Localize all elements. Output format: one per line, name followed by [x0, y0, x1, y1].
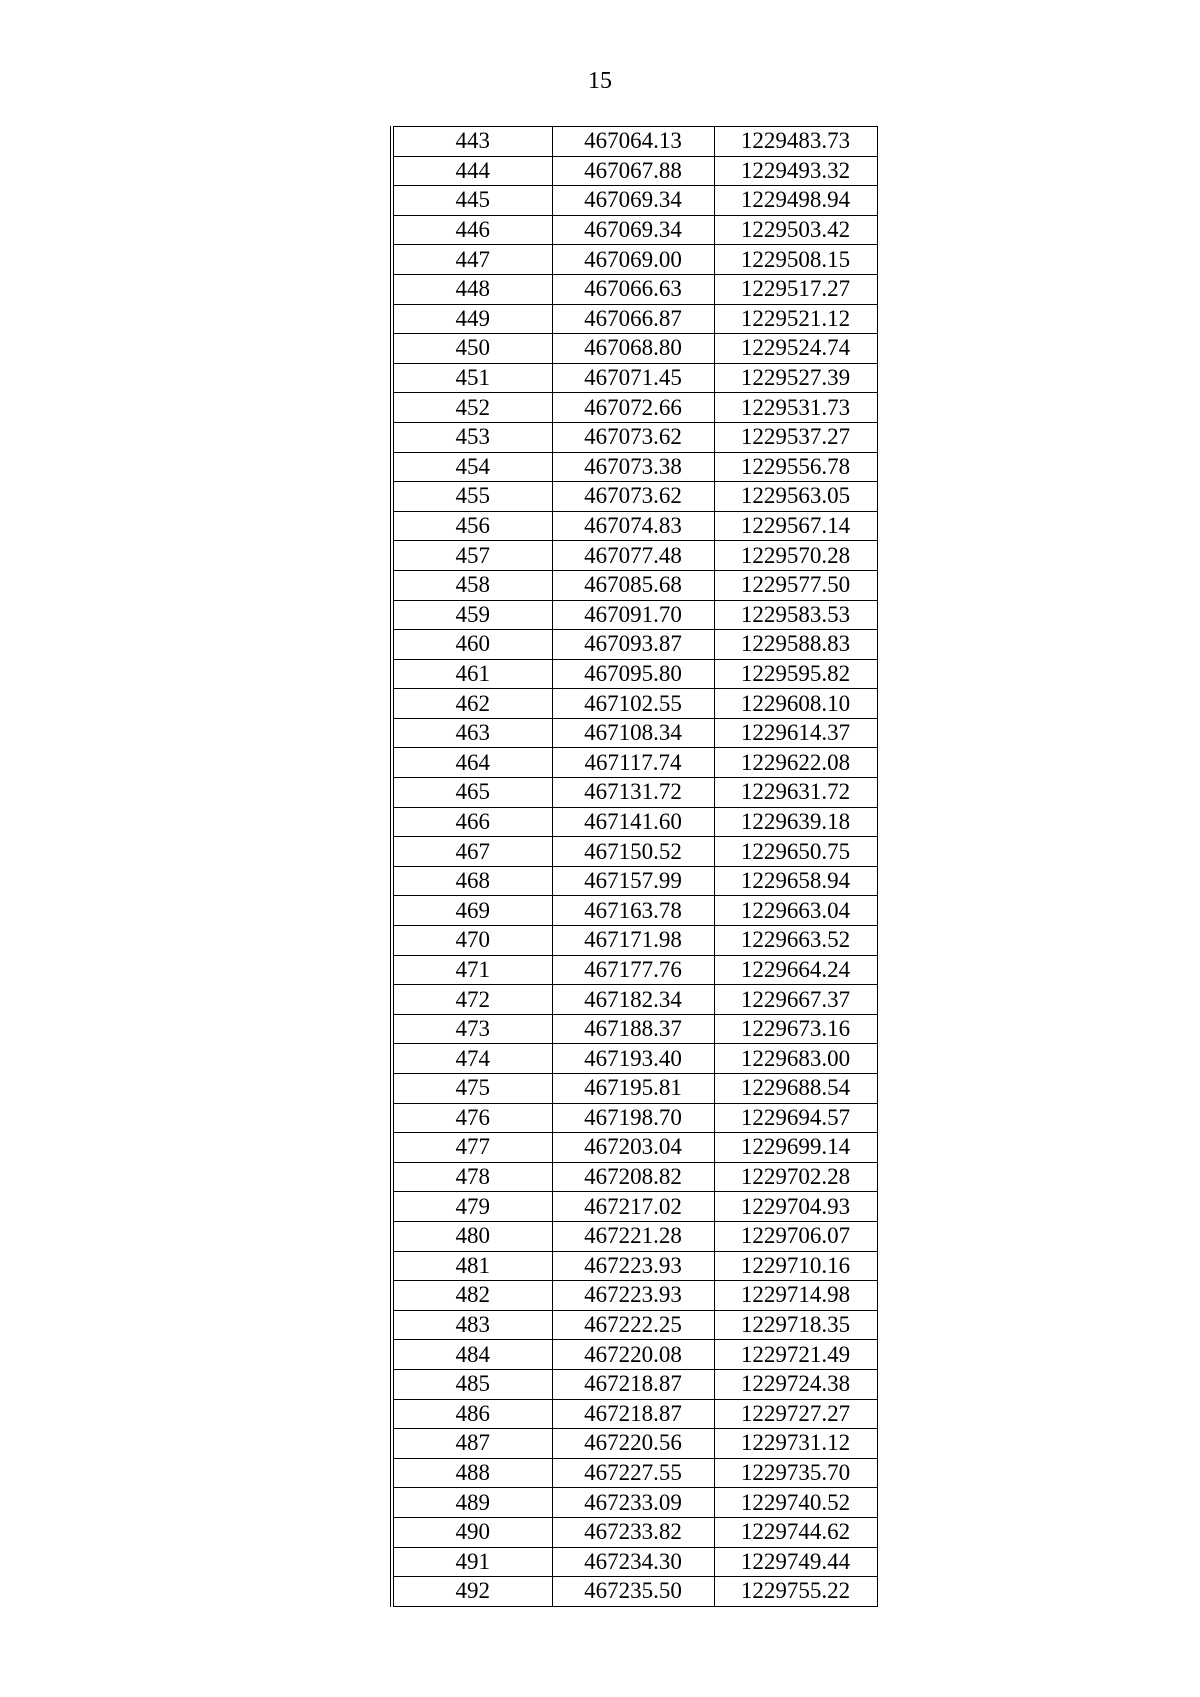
y-coordinate-cell: 1229588.83 [714, 630, 877, 660]
table-row [392, 541, 877, 571]
point-number-cell: 461 [392, 659, 552, 689]
x-coordinate-cell: 467233.82 [552, 1517, 714, 1547]
point-number-cell: 466 [392, 807, 552, 837]
y-coordinate-cell: 1229688.54 [714, 1074, 877, 1104]
y-coordinate-cell: 1229563.05 [714, 482, 877, 512]
x-coordinate-cell: 467233.09 [552, 1488, 714, 1518]
point-number-cell: 472 [392, 985, 552, 1015]
point-number-cell: 462 [392, 689, 552, 719]
table-row [392, 452, 877, 482]
table-row [392, 896, 877, 926]
point-number-cell: 459 [392, 600, 552, 630]
table-row [392, 363, 877, 393]
x-coordinate-cell: 467093.87 [552, 630, 714, 660]
table-row [392, 1103, 877, 1133]
x-coordinate-cell: 467208.82 [552, 1162, 714, 1192]
table-row [392, 630, 877, 660]
point-number-cell: 485 [392, 1369, 552, 1399]
table-row [392, 955, 877, 985]
point-number-cell: 477 [392, 1133, 552, 1163]
table-row [392, 1488, 877, 1518]
x-coordinate-cell: 467220.56 [552, 1429, 714, 1459]
table-row [392, 1014, 877, 1044]
y-coordinate-cell: 1229724.38 [714, 1369, 877, 1399]
table-row [392, 1399, 877, 1429]
x-coordinate-cell: 467195.81 [552, 1074, 714, 1104]
table-row [392, 807, 877, 837]
table-row [392, 245, 877, 275]
x-coordinate-cell: 467218.87 [552, 1369, 714, 1399]
table-row [392, 127, 877, 157]
point-number-cell: 444 [392, 156, 552, 186]
table-row [392, 511, 877, 541]
y-coordinate-cell: 1229749.44 [714, 1547, 877, 1577]
x-coordinate-cell: 467222.25 [552, 1310, 714, 1340]
x-coordinate-cell: 467102.55 [552, 689, 714, 719]
x-coordinate-cell: 467073.38 [552, 452, 714, 482]
table-row [392, 393, 877, 423]
point-number-cell: 478 [392, 1162, 552, 1192]
y-coordinate-cell: 1229714.98 [714, 1281, 877, 1311]
y-coordinate-cell: 1229517.27 [714, 274, 877, 304]
x-coordinate-cell: 467066.87 [552, 304, 714, 334]
point-number-cell: 479 [392, 1192, 552, 1222]
x-coordinate-cell: 467072.66 [552, 393, 714, 423]
point-number-cell: 475 [392, 1074, 552, 1104]
point-number-cell: 480 [392, 1221, 552, 1251]
point-number-cell: 458 [392, 570, 552, 600]
table-row [392, 1340, 877, 1370]
point-number-cell: 450 [392, 334, 552, 364]
y-coordinate-cell: 1229524.74 [714, 334, 877, 364]
y-coordinate-cell: 1229531.73 [714, 393, 877, 423]
table-row [392, 156, 877, 186]
table-row [392, 778, 877, 808]
x-coordinate-cell: 467163.78 [552, 896, 714, 926]
point-number-cell: 447 [392, 245, 552, 275]
table-row [392, 600, 877, 630]
x-coordinate-cell: 467150.52 [552, 837, 714, 867]
x-coordinate-cell: 467077.48 [552, 541, 714, 571]
y-coordinate-cell: 1229664.24 [714, 955, 877, 985]
table-row [392, 1221, 877, 1251]
y-coordinate-cell: 1229740.52 [714, 1488, 877, 1518]
y-coordinate-cell: 1229570.28 [714, 541, 877, 571]
point-number-cell: 448 [392, 274, 552, 304]
y-coordinate-cell: 1229706.07 [714, 1221, 877, 1251]
table-row [392, 926, 877, 956]
y-coordinate-cell: 1229673.16 [714, 1014, 877, 1044]
y-coordinate-cell: 1229694.57 [714, 1103, 877, 1133]
table-row [392, 866, 877, 896]
y-coordinate-cell: 1229699.14 [714, 1133, 877, 1163]
x-coordinate-cell: 467074.83 [552, 511, 714, 541]
x-coordinate-cell: 467095.80 [552, 659, 714, 689]
y-coordinate-cell: 1229658.94 [714, 866, 877, 896]
x-coordinate-cell: 467188.37 [552, 1014, 714, 1044]
table-row [392, 1074, 877, 1104]
point-number-cell: 452 [392, 393, 552, 423]
y-coordinate-cell: 1229521.12 [714, 304, 877, 334]
y-coordinate-cell: 1229493.32 [714, 156, 877, 186]
point-number-cell: 443 [392, 127, 552, 157]
point-number-cell: 454 [392, 452, 552, 482]
x-coordinate-cell: 467141.60 [552, 807, 714, 837]
y-coordinate-cell: 1229508.15 [714, 245, 877, 275]
y-coordinate-cell: 1229498.94 [714, 186, 877, 216]
table-row [392, 1281, 877, 1311]
x-coordinate-cell: 467223.93 [552, 1281, 714, 1311]
point-number-cell: 470 [392, 926, 552, 956]
x-coordinate-cell: 467073.62 [552, 422, 714, 452]
point-number-cell: 491 [392, 1547, 552, 1577]
point-number-cell: 463 [392, 718, 552, 748]
point-number-cell: 490 [392, 1517, 552, 1547]
point-number-cell: 445 [392, 186, 552, 216]
point-number-cell: 474 [392, 1044, 552, 1074]
x-coordinate-cell: 467218.87 [552, 1399, 714, 1429]
y-coordinate-cell: 1229527.39 [714, 363, 877, 393]
point-number-cell: 449 [392, 304, 552, 334]
y-coordinate-cell: 1229721.49 [714, 1340, 877, 1370]
x-coordinate-cell: 467157.99 [552, 866, 714, 896]
table-row [392, 1310, 877, 1340]
x-coordinate-cell: 467069.00 [552, 245, 714, 275]
table-row [392, 689, 877, 719]
table-row [392, 422, 877, 452]
table-row [392, 718, 877, 748]
x-coordinate-cell: 467069.34 [552, 186, 714, 216]
x-coordinate-cell: 467193.40 [552, 1044, 714, 1074]
y-coordinate-cell: 1229631.72 [714, 778, 877, 808]
table-row [392, 1429, 877, 1459]
y-coordinate-cell: 1229595.82 [714, 659, 877, 689]
table-row [392, 1251, 877, 1281]
y-coordinate-cell: 1229718.35 [714, 1310, 877, 1340]
table-row [392, 482, 877, 512]
y-coordinate-cell: 1229683.00 [714, 1044, 877, 1074]
table-row [392, 334, 877, 364]
table-row [392, 748, 877, 778]
point-number-cell: 456 [392, 511, 552, 541]
y-coordinate-cell: 1229622.08 [714, 748, 877, 778]
x-coordinate-cell: 467220.08 [552, 1340, 714, 1370]
y-coordinate-cell: 1229663.04 [714, 896, 877, 926]
point-number-cell: 468 [392, 866, 552, 896]
point-number-cell: 455 [392, 482, 552, 512]
x-coordinate-cell: 467235.50 [552, 1577, 714, 1607]
table-row [392, 274, 877, 304]
table-row [392, 215, 877, 245]
y-coordinate-cell: 1229702.28 [714, 1162, 877, 1192]
table-row [392, 1133, 877, 1163]
x-coordinate-cell: 467203.04 [552, 1133, 714, 1163]
y-coordinate-cell: 1229577.50 [714, 570, 877, 600]
x-coordinate-cell: 467071.45 [552, 363, 714, 393]
x-coordinate-cell: 467234.30 [552, 1547, 714, 1577]
point-number-cell: 492 [392, 1577, 552, 1607]
x-coordinate-cell: 467198.70 [552, 1103, 714, 1133]
y-coordinate-cell: 1229503.42 [714, 215, 877, 245]
point-number-cell: 471 [392, 955, 552, 985]
coordinate-table [390, 126, 878, 1607]
point-number-cell: 473 [392, 1014, 552, 1044]
table-row [392, 1369, 877, 1399]
y-coordinate-cell: 1229567.14 [714, 511, 877, 541]
point-number-cell: 476 [392, 1103, 552, 1133]
point-number-cell: 453 [392, 422, 552, 452]
point-number-cell: 484 [392, 1340, 552, 1370]
point-number-cell: 483 [392, 1310, 552, 1340]
x-coordinate-cell: 467182.34 [552, 985, 714, 1015]
coordinate-table-body [392, 127, 877, 1607]
point-number-cell: 457 [392, 541, 552, 571]
point-number-cell: 488 [392, 1458, 552, 1488]
table-row [392, 985, 877, 1015]
x-coordinate-cell: 467108.34 [552, 718, 714, 748]
x-coordinate-cell: 467066.63 [552, 274, 714, 304]
page-number: 15 [588, 68, 612, 94]
y-coordinate-cell: 1229731.12 [714, 1429, 877, 1459]
point-number-cell: 465 [392, 778, 552, 808]
y-coordinate-cell: 1229614.37 [714, 718, 877, 748]
y-coordinate-cell: 1229556.78 [714, 452, 877, 482]
x-coordinate-cell: 467067.88 [552, 156, 714, 186]
point-number-cell: 467 [392, 837, 552, 867]
x-coordinate-cell: 467085.68 [552, 570, 714, 600]
x-coordinate-cell: 467091.70 [552, 600, 714, 630]
x-coordinate-cell: 467177.76 [552, 955, 714, 985]
x-coordinate-cell: 467064.13 [552, 127, 714, 157]
point-number-cell: 469 [392, 896, 552, 926]
point-number-cell: 486 [392, 1399, 552, 1429]
point-number-cell: 487 [392, 1429, 552, 1459]
x-coordinate-cell: 467217.02 [552, 1192, 714, 1222]
point-number-cell: 446 [392, 215, 552, 245]
x-coordinate-cell: 467221.28 [552, 1221, 714, 1251]
x-coordinate-cell: 467223.93 [552, 1251, 714, 1281]
y-coordinate-cell: 1229735.70 [714, 1458, 877, 1488]
x-coordinate-cell: 467171.98 [552, 926, 714, 956]
table-row [392, 1162, 877, 1192]
y-coordinate-cell: 1229608.10 [714, 689, 877, 719]
point-number-cell: 482 [392, 1281, 552, 1311]
table-row [392, 1192, 877, 1222]
x-coordinate-cell: 467117.74 [552, 748, 714, 778]
y-coordinate-cell: 1229663.52 [714, 926, 877, 956]
y-coordinate-cell: 1229755.22 [714, 1577, 877, 1607]
point-number-cell: 489 [392, 1488, 552, 1518]
table-row [392, 186, 877, 216]
table-row [392, 1577, 877, 1607]
y-coordinate-cell: 1229667.37 [714, 985, 877, 1015]
x-coordinate-cell: 467073.62 [552, 482, 714, 512]
point-number-cell: 481 [392, 1251, 552, 1281]
y-coordinate-cell: 1229639.18 [714, 807, 877, 837]
y-coordinate-cell: 1229537.27 [714, 422, 877, 452]
y-coordinate-cell: 1229744.62 [714, 1517, 877, 1547]
table-row [392, 1547, 877, 1577]
y-coordinate-cell: 1229727.27 [714, 1399, 877, 1429]
y-coordinate-cell: 1229704.93 [714, 1192, 877, 1222]
table-row [392, 1044, 877, 1074]
table-row [392, 659, 877, 689]
table-row [392, 570, 877, 600]
table-row [392, 837, 877, 867]
y-coordinate-cell: 1229650.75 [714, 837, 877, 867]
point-number-cell: 464 [392, 748, 552, 778]
x-coordinate-cell: 467069.34 [552, 215, 714, 245]
x-coordinate-cell: 467068.80 [552, 334, 714, 364]
table-row [392, 304, 877, 334]
y-coordinate-cell: 1229483.73 [714, 127, 877, 157]
point-number-cell: 460 [392, 630, 552, 660]
y-coordinate-cell: 1229710.16 [714, 1251, 877, 1281]
point-number-cell: 451 [392, 363, 552, 393]
x-coordinate-cell: 467227.55 [552, 1458, 714, 1488]
table-row [392, 1517, 877, 1547]
x-coordinate-cell: 467131.72 [552, 778, 714, 808]
y-coordinate-cell: 1229583.53 [714, 600, 877, 630]
table-row [392, 1458, 877, 1488]
